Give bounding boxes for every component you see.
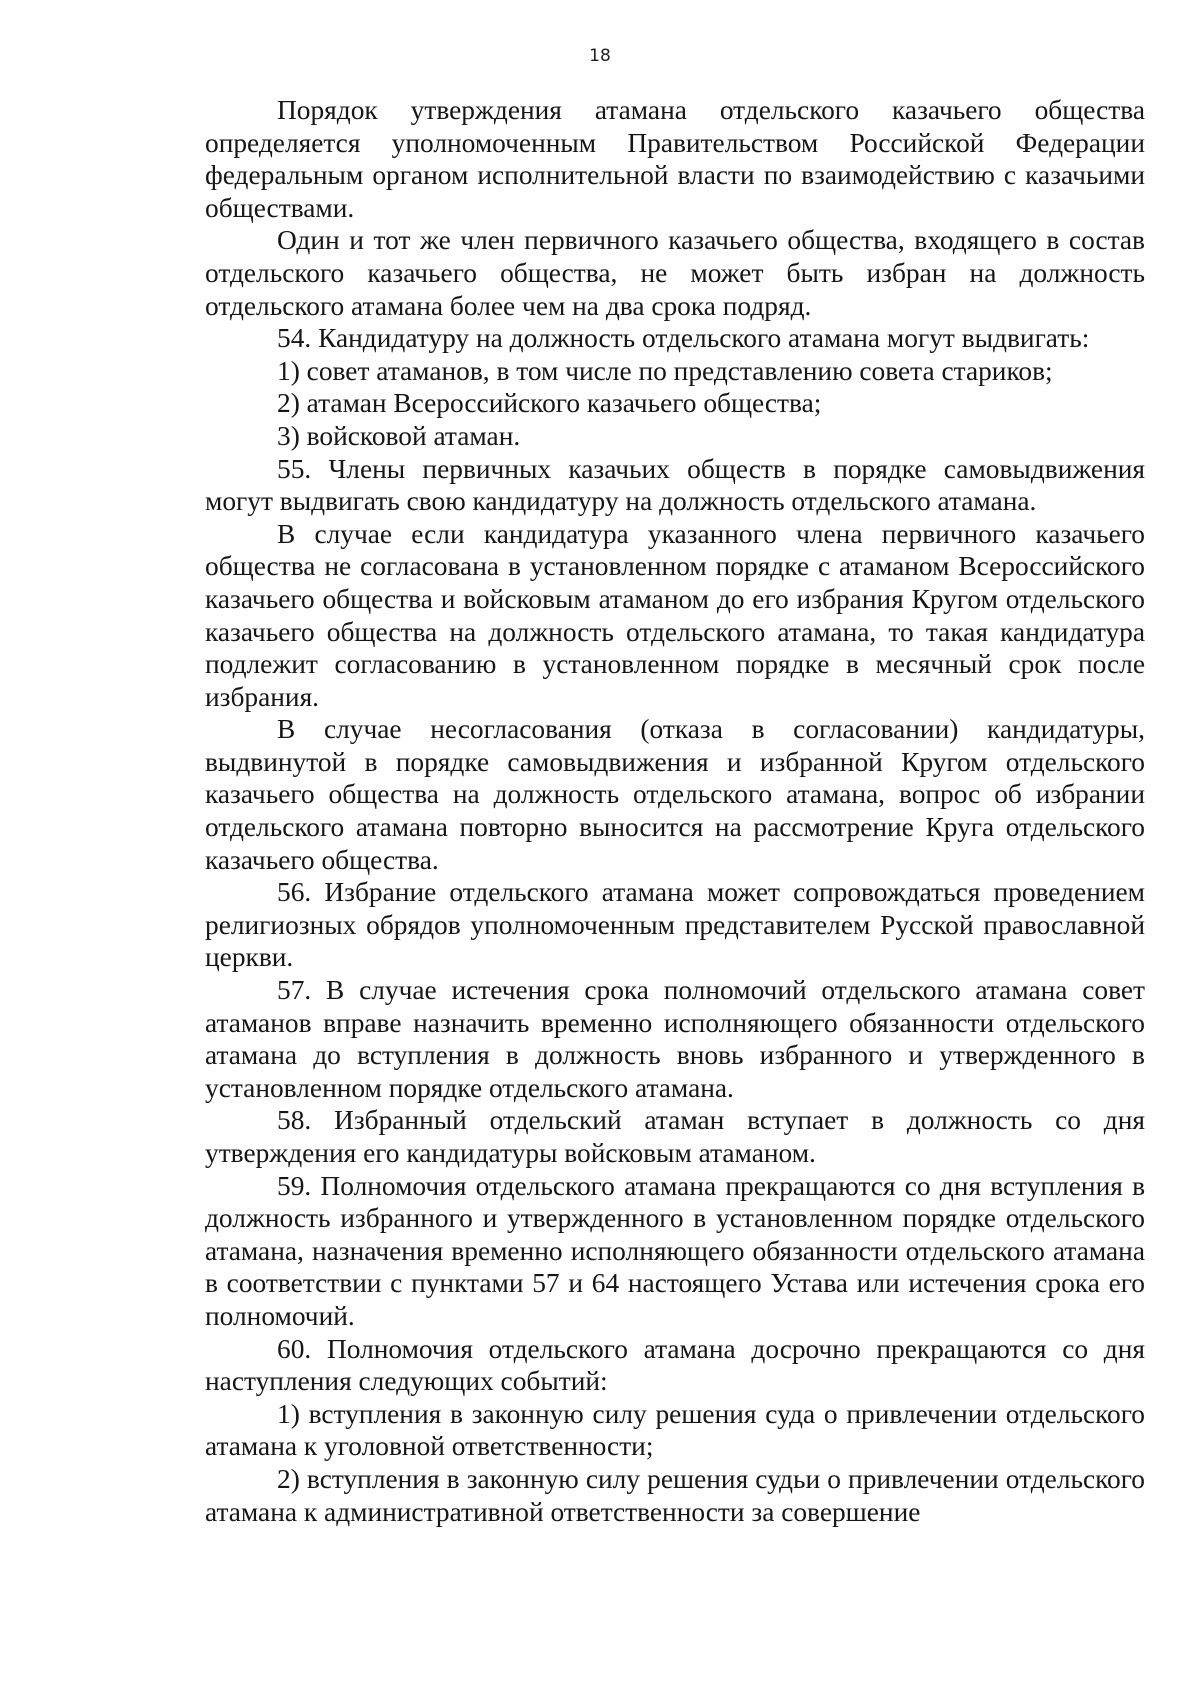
clause-58: 58. Избранный отдельский атаман вступает в должность со дня утверждения его кандидатуры войсковым атаманом. <box>205 1105 1145 1168</box>
paragraph-approval-procedure: Порядок утверждения атамана отдельского казачьего общества определяется уполномоченным Правительством Российской Федерации федеральным органом исполнительной власти по взаимодействию с казачьими обществами. <box>205 95 1145 223</box>
clause-54-item-1: 1) совет атаманов, в том числе по представлению совета стариков; <box>277 355 1053 386</box>
clause-60-item-2: 2) вступления в законную силу решения судьи о привлечении отдельского атамана к административной ответственности за совершение <box>205 1463 1145 1527</box>
clause-54-item-2: 2) атаман Всероссийского казачьего общества; <box>277 388 822 419</box>
document-body <box>205 94 1145 1528</box>
page-number: 18 <box>589 46 611 66</box>
clause-54: 54. Кандидатуру на должность отдельского атамана могут выдвигать: <box>277 323 1090 354</box>
clause-60: 60. Полномочия отдельского атамана досрочно прекращаются со дня наступления следующих событий: <box>205 1333 1145 1397</box>
clause-59: 59. Полномочия отдельского атамана прекращаются со дня вступления в должность избранного и утвержденного в установленном порядке отдельского атамана, назначения временно исполняющего обязанности отдельского атамана в соответствии с пунктами 57 и 64 настоящего Устава или истечения срока его полномочий. <box>205 1170 1145 1331</box>
clause-56: 56. Избрание отдельского атамана может сопровождаться проведением религиозных обрядов уполномоченным представителем Русской православной церкви. <box>205 877 1145 973</box>
clause-57: 57. В случае истечения срока полномочий отдельского атамана совет атаманов вправе назначить временно исполняющего обязанности отдельского атамана до вступления в должность вновь избранного и утвержденного в установленном порядке отдельского атамана. <box>205 975 1145 1103</box>
paragraph-term-limit: Один и тот же член первичного казачьего общества, входящего в состав отдельского казачьего общества, не может быть избран на должность отдельского атамана более чем на два срока подряд. <box>205 225 1145 321</box>
paragraph-candidacy-rejection: В случае несогласования (отказа в согласовании) кандидатуры, выдвинутой в порядке самовыдвижения и избранной Кругом отдельского казачьего общества на должность отдельского атамана, вопрос об избрании отдельского атамана повторно выносится на рассмотрение Круга отдельского казачьего общества. <box>205 714 1145 875</box>
clause-54-item-3: 3) войсковой атаман. <box>277 420 521 451</box>
clause-55: 55. Члены первичных казачьих обществ в порядке самовыдвижения могут выдвигать свою кандидатуру на должность отдельского атамана. <box>205 453 1145 517</box>
clause-60-item-1: 1) вступления в законную силу решения суда о привлечении отдельского атамана к уголовной ответственности; <box>205 1398 1145 1462</box>
paragraph-candidacy-approval: В случае если кандидатура указанного члена первичного казачьего общества не согласована в установленном порядке с атаманом Всероссийского казачьего общества и войсковым атаманом до его избрания Кругом отдельского казачьего общества на должность отдельского атамана, то такая кандидатура подлежит согласованию в установленном порядке в месячный срок после избрания. <box>205 518 1145 712</box>
